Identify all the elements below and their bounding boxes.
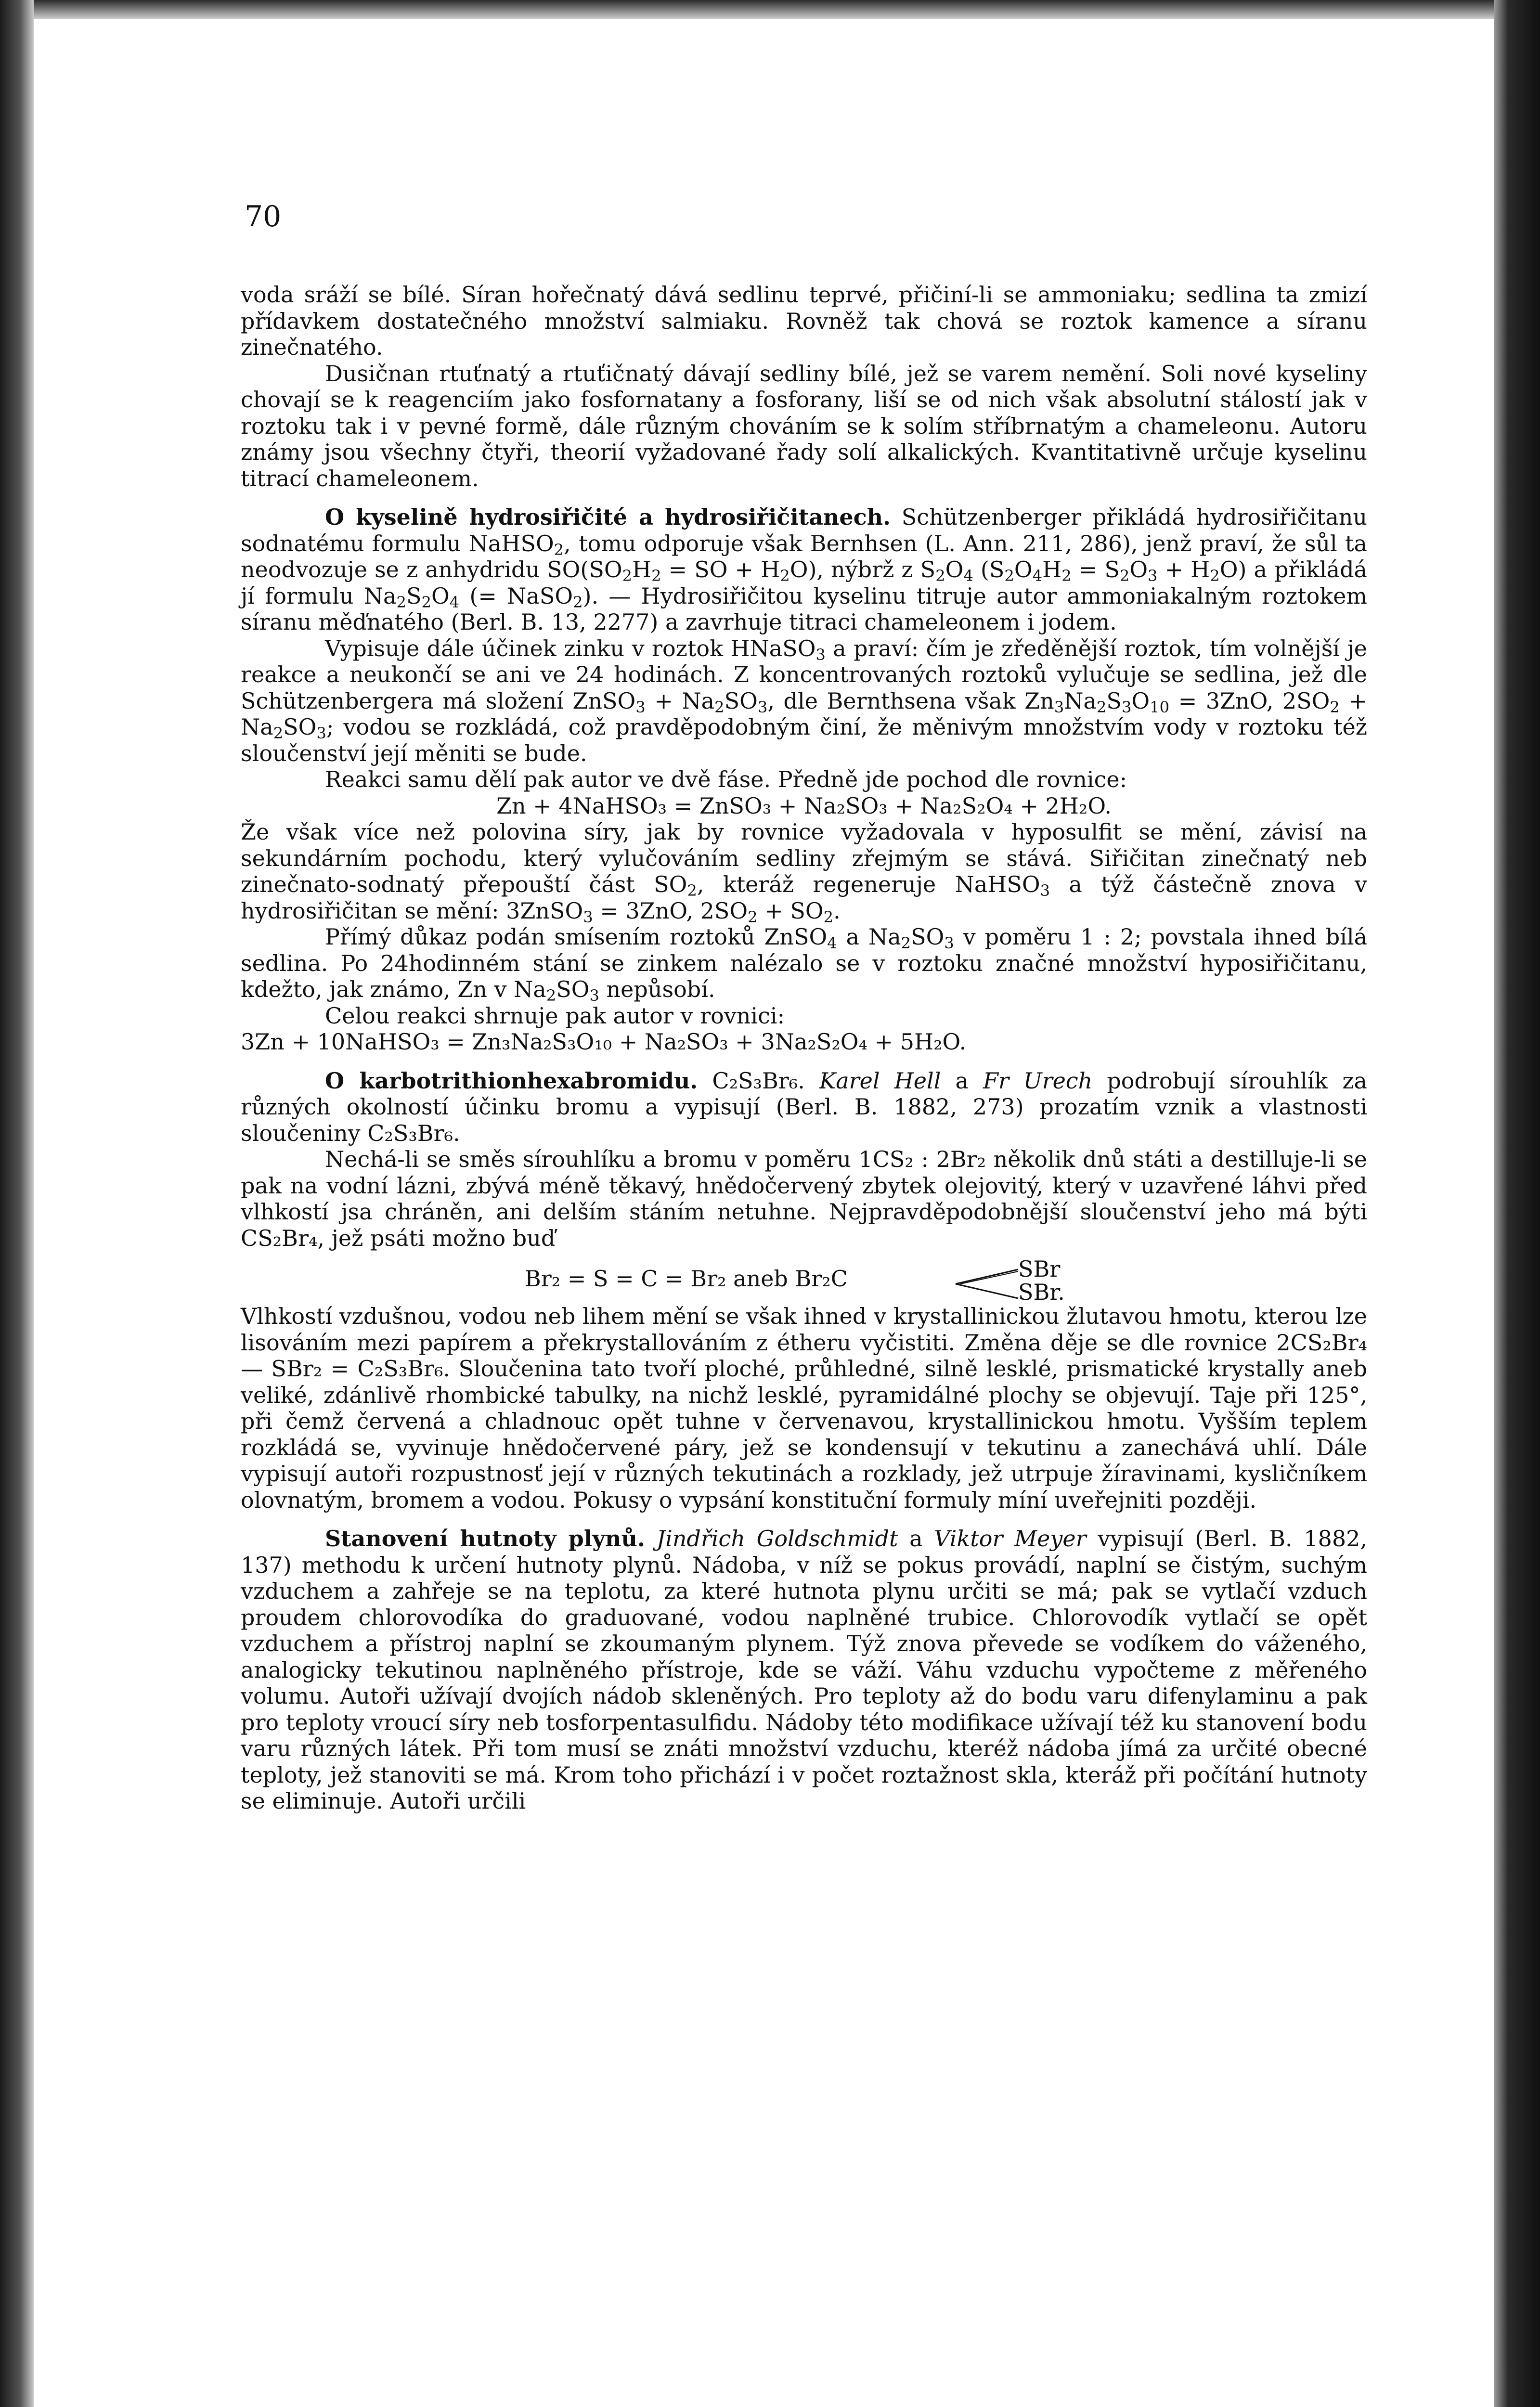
author-name: Karel Hell xyxy=(819,1067,941,1094)
section-paragraph: Stanovení hutnoty plynů. Jindřich Goldschmidt a Viktor Meyer vypisují (Berl. B. 1882, 137) methodu k určení hutnoty plynů. Nádoba, v níž se pokus provádí, naplní se čistým, suchým vzduchem a zahřeje se na teplotu, za které hutnota plynu určiti se má; pak se vytlačí vzduch proudem chlorovodíka do graduované, vodou naplněné trubice. Chlorovodík vytlačí se opět vzduchem a přístroj naplní se zkoumaným plynem. Týž znova převede se vodíkem do váženého, analogicky tekutinou naplněného přístroje, kde se váží. Váhu vzduchu vypočteme z měřeného volumu. Autoři užívají dvojích nádob skleněných. Pro teploty až do bodu varu difenylaminu a pak pro teploty vroucí síry neb tosforpentasulfidu. Nádoby této modifikace užívají též ku stanovení bodu varu různých látek. Při tom musí se znáti množství vzduchu, kteréž nádoba jímá za určité obecné teploty, jež stanoviti se má. Krom toho přichází i v počet roztažnost skla, kteráž při počítání hutnoty se eliminuje. Autoři určili xyxy=(241,1526,1368,1814)
page-body xyxy=(241,282,1367,1814)
bond-branch-icon xyxy=(953,1265,1021,1303)
paragraph-summary: Celou reakci shrnuje pak autor v rovnici: xyxy=(325,1002,785,1029)
section-gas-density xyxy=(241,1526,1367,1814)
structural-formula xyxy=(241,1255,1367,1303)
equation-zinc-bisulfite: Zn + 4NaHSO₃ = ZnSO₃ + Na₂SO₃ + Na₂S₂O₄ + 2H₂O. xyxy=(496,792,1112,819)
section-heading: Stanovení hutnoty plynů. xyxy=(325,1526,645,1552)
author-name: Viktor Meyer xyxy=(934,1526,1087,1552)
author-name: Jindřich Goldschmidt xyxy=(656,1526,898,1552)
formula-sbr-bottom: SBr. xyxy=(1018,1279,1065,1305)
page-number: 70 xyxy=(245,200,282,233)
paragraph-direct-proof: Přímý důkaz podán smísením roztoků ZnSO$_4$ a $Na_2SO_3$ v poměru 1 : 2; povstala ihned bílá sedlina. Po 24hodinném stání se zinkem nalézalo se v roztoku značné množství hyposiřičitanu, kdežto, jak známo, Zn v $Na_2SO_3$ nepůsobí. xyxy=(241,924,1367,1005)
paragraph-preparation: Nechá-li se směs sírouhlíku a bromu v poměru 1CS₂ : 2Br₂ několik dnů státi a destilluje-li se pak na vodní lázni, zbývá méně těkavý, hnědočervený zbytek olejovitý, který v uzavřené láhvi před vlhkostí jsa chráněn, ani delším stáním netuhne. Nejpravděpodobnější sloučenství jeho má býti CS₂Br₄, jež psáti možno buď xyxy=(241,1146,1367,1251)
section-carbotrithion xyxy=(241,1068,1367,1514)
formula-sbr-top: SBr xyxy=(1018,1256,1061,1282)
section-heading: O kyselině hydrosiřičité a hydrosiřičitanech. xyxy=(325,504,891,530)
equation-overall: 3Zn + 10NaHSO₃ = Zn₃Na₂S₃O₁₀ + Na₂SO₃ + 3Na₂S₂O₄ + 5H₂O. xyxy=(241,1029,967,1055)
paragraph-reaction-phases: Reakci samu dělí pak autor ve dvě fáse. Předně jde pochod dle rovnice: xyxy=(325,766,1127,792)
section-heading: O karbotrithionhexabromidu. xyxy=(325,1067,698,1094)
section-paragraph: O kyselině hydrosiřičité a hydrosiřičitanech. Schützenberger přikládá hydrosiřičitanu sodnatému formulu NaHSO$_2$, tomu odporuje však Bernhsen (L. Ann. 211, 286), jenž praví, že sůl ta neodvozuje se z anhydridu $SO(SO_2H_2$ = SO + $H_2O$), nýbrž z $S_2O_4$ $(S_2O_4H_2 = S_2O_3 + H_2O)$ a přikládá jí formulu $Na_2S_2O_4$ (= NaSO$_2$). — Hydrosiřičitou kyselinu titruje autor ammoniakalným roztokem síranu měďnatého (Berl. B. 13, 2277) a zavrhuje titraci chameleonem i jodem. xyxy=(241,504,1367,635)
formula-left-part: Br₂ = S = C = Br₂ aneb Br₂C xyxy=(525,1266,848,1292)
paragraph-secondary-process: Že však více než polovina síry, jak by rovnice vyžadovala v hyposulfit se mění, závisí na sekundárním pochodu, který vylučováním sedliny zřejmým se stává. Siřičitan zinečnatý neb zinečnato-sodnatý přepouští část $SO_2$, kteráž regeneruje NaHSO$_3$ a týž částečně znova v hydrosiřičitan se mění: 3ZnSO$_3$ = 3ZnO, $2SO_2 + SO_2$. xyxy=(241,819,1367,926)
scan-top-edge xyxy=(0,0,1540,19)
section-paragraph: O karbotrithionhexabromidu. C₂S₃Br₆. Karel Hell a Fr Urech podrobují sírouhlík za různých okolností účinku bromu a vypisují (Berl. B. 1882, 273) prozatím vznik a vlastnosti sloučeniny C₂S₃Br₆. xyxy=(241,1067,1367,1146)
scan-right-edge xyxy=(1494,0,1540,2407)
paragraph-continuation: voda sráží se bílé. Síran hořečnatý dává sedlinu teprvé, přičiní-li se ammoniaku; sedlina ta zmizí přídavkem dostatečného množství salmiaku. Rovněž tak chová se roztok kamence a síranu zinečnatého. xyxy=(241,282,1367,360)
paragraph-zinc-effect: Vypisuje dále účinek zinku v roztok HNaSO$_3$ a praví: čím je zředěnější roztok, tím volnější je reakce a neukončí se ani ve 24 hodinách. Z koncentrovaných roztoků vylučuje se sedlina, jež dle Schützenbergera má složení ZnSO$_3$ + $Na_2SO_3$, dle Bernthsena však $Zn_3Na_2S_3O_{10} = 3ZnO$, $2SO_2 + Na_2SO_3$; vodou se rozkládá, což pravděpodobným činí, že měnivým množstvím vody v roztoku též sloučenství její měniti se bude. xyxy=(241,635,1367,766)
paragraph-properties: Vlhkostí vzdušnou, vodou neb lihem mění se však ihned v krystallinickou žlutavou hmotu, kterou lze lisováním mezi papírem a překrystallováním z étheru vyčistiti. Změna děje se dle rovnice 2CS₂Br₄ — SBr₂ = C₂S₃Br₆. Sloučenina tato tvoří ploché, průhledné, silně lesklé, prismatické krystally aneb veliké, zdánlivě rhombické tabulky, na nichž lesklé, pyramidálné plochy se objevují. Taje při 125°, při čemž červená a chladnouc opět tuhne v červenavou, krystallinickou hmotu. Vyšším teplem rozkládá se, vyvinuje hnědočervené páry, jež se kondensují v tekutinu a zanechává uhlí. Dále vypisují autoři rozpustnosť její v různých tekutinách a rozklady, jež utrpuje žíravinami, kysličníkem olovnatým, bromem a vodou. Pokusy o vypsání konstituční formuly míní uveřejniti později. xyxy=(241,1303,1367,1513)
section-hydrosulfurous-acid xyxy=(241,504,1367,1055)
scan-left-edge xyxy=(0,0,34,2407)
paragraph-mercury-salts: Dusičnan rtuťnatý a rtuťičnatý dávají sedliny bílé, jež se varem nemění. Soli nové kyseliny chovají se k reagenciím jako fosfornatany a fosforany, liší se od nich však absolutní stálostí jak v roztoku tak i v pevné formě, dále různým chováním se k solím stříbrnatým a chameleonu. Autoru známy jsou všechny čtyři, theorií vyžadované řady solí alkalických. Kvantitativně určuje kyselinu titrací chameleonem. xyxy=(241,360,1367,492)
author-name: Fr Urech xyxy=(983,1067,1093,1094)
